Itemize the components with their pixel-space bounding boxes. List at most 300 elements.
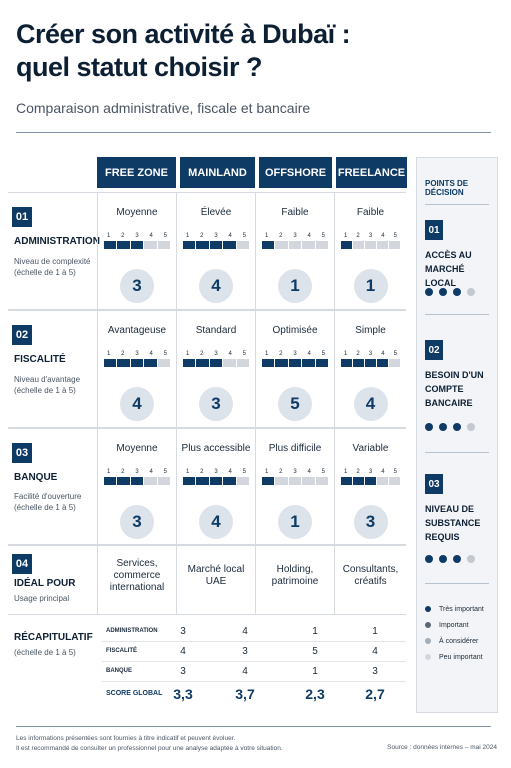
column-header-mainland: MAINLAND: [180, 157, 255, 188]
recap-global-row: [102, 682, 406, 706]
cell-label: Avantageuse: [107, 325, 167, 336]
rating-segment: [237, 241, 249, 249]
cell-label: Moyenne: [116, 207, 158, 218]
cell-offshore: [255, 546, 334, 614]
scale-tick-label: 2: [279, 233, 283, 239]
scale-tick-label: 3: [368, 469, 373, 475]
rating-scale: [341, 233, 400, 249]
recap-value: 3: [372, 666, 378, 677]
scale-tick-label: 4: [307, 351, 311, 357]
scale-tick-label: 1: [107, 233, 111, 239]
score-circle: 1: [278, 505, 312, 539]
title-line-2: quel statut choisir ?: [16, 52, 263, 82]
scale-tick-label: 3: [293, 233, 297, 239]
cell-freelance: [334, 429, 406, 544]
row-label-fiscalite: [8, 311, 92, 427]
cell-mainland: [176, 193, 255, 309]
rating-segment: [316, 359, 328, 367]
title-line-1: Créer son activité à Dubaï :: [16, 19, 351, 49]
rating-segment: [389, 359, 400, 367]
column-header-offshore: OFFSHORE: [259, 157, 332, 188]
rating-scale: [262, 351, 328, 367]
importance-dot-icon: [453, 288, 461, 296]
scale-tick-label: 4: [381, 351, 385, 357]
rating-segment: [341, 359, 352, 367]
legend-item: [425, 617, 484, 633]
scale-tick-label: 2: [356, 233, 360, 239]
recap-value: 4: [242, 626, 248, 637]
scale-tick-label: 5: [393, 469, 397, 475]
recap-row-name: BANQUE: [106, 668, 133, 674]
column-header-free-zone: FREE ZONE: [97, 157, 176, 188]
footnote-line-1: Les informations présentées sont fournies à titre indicatif et peuvent évoluer.: [16, 735, 236, 742]
rating-segment: [196, 241, 208, 249]
cell-offshore: [255, 193, 334, 309]
decision-number: 01: [425, 220, 443, 240]
scale-tick-label: 4: [149, 469, 153, 475]
page-subtitle: Comparaison administrative, fiscale et bancaire: [16, 100, 311, 116]
cell-freelance: [334, 546, 406, 614]
importance-dot-icon: [439, 423, 447, 431]
rating-segment: [183, 477, 195, 485]
rating-bar: [104, 241, 170, 249]
rating-scale: [183, 351, 249, 367]
rating-segment: [223, 241, 235, 249]
scale-tick-label: 2: [200, 233, 204, 239]
scale-tick-label: 3: [293, 351, 297, 357]
legend-dot-icon: [425, 654, 431, 660]
scale-tick-label: 5: [393, 351, 397, 357]
importance-dots: [425, 288, 475, 296]
scale-tick-label: 2: [279, 351, 283, 357]
rating-scale: [104, 469, 170, 485]
importance-dot-icon: [439, 288, 447, 296]
importance-dots: [425, 423, 475, 431]
global-score: 2,7: [365, 686, 385, 702]
footer-divider: [16, 726, 491, 727]
cell-offshore: [255, 311, 334, 427]
legend-label: Important: [439, 621, 469, 629]
scale-ticks: [104, 469, 170, 475]
recap-title: RÉCAPITULATIF: [14, 632, 93, 643]
rating-bar: [183, 477, 249, 485]
panel-divider: [425, 583, 489, 584]
rating-segment: [158, 359, 170, 367]
rating-segment: [144, 359, 156, 367]
row-description: Niveau de complexité (échelle de 1 à 5): [14, 257, 91, 277]
scale-tick-label: 5: [321, 233, 325, 239]
rating-segment: [196, 359, 208, 367]
recap-value: 3: [180, 626, 186, 637]
scale-tick-label: 2: [356, 469, 360, 475]
scale-tick-label: 3: [135, 351, 139, 357]
scale-tick-label: 5: [321, 469, 325, 475]
score-circle: 4: [120, 387, 154, 421]
row-number: 01: [12, 207, 32, 227]
importance-dot-icon: [467, 555, 475, 563]
cell-mainland: [176, 429, 255, 544]
cell-label: Plus difficile: [268, 443, 322, 454]
rating-segment: [289, 241, 301, 249]
score-circle: 4: [199, 505, 233, 539]
rating-segment: [158, 241, 170, 249]
scale-tick-label: 1: [107, 351, 111, 357]
scale-tick-label: 4: [149, 233, 153, 239]
scale-tick-label: 3: [214, 469, 218, 475]
rating-segment: [302, 477, 314, 485]
row-title: ADMINISTRATION: [14, 236, 100, 247]
footnote-line-2: Il est recommandé de consulter un professionnel pour une analyse adaptée à votre situation.: [16, 745, 283, 752]
rating-segment: [389, 241, 400, 249]
scale-tick-label: 3: [135, 469, 139, 475]
rating-segment: [196, 477, 208, 485]
scale-tick-label: 5: [242, 233, 246, 239]
recap-value: 1: [312, 626, 318, 637]
scale-tick-label: 4: [228, 233, 232, 239]
cell-label: Faible: [356, 207, 385, 218]
recap-table: [102, 622, 406, 706]
rating-segment: [377, 359, 388, 367]
rating-segment: [144, 477, 156, 485]
cell-free-zone: [97, 193, 176, 309]
recap-row-name: ADMINISTRATION: [106, 628, 158, 634]
cell-label: Optimisée: [272, 325, 318, 336]
panel-divider: [425, 314, 489, 315]
rating-scale: [262, 233, 328, 249]
rating-segment: [365, 241, 376, 249]
cell-label: Standard: [195, 325, 237, 336]
scale-ticks: [183, 351, 249, 357]
row-title: IDÉAL POUR: [14, 578, 76, 589]
rating-segment: [302, 241, 314, 249]
decision-text: BESOIN D'UN COMPTE BANCAIRE: [425, 370, 484, 408]
panel-divider: [425, 204, 489, 205]
importance-legend: [425, 601, 484, 665]
rating-bar: [262, 359, 328, 367]
rating-segment: [262, 241, 274, 249]
rating-segment: [104, 241, 116, 249]
score-circle: 4: [354, 387, 388, 421]
scale-ticks: [262, 469, 328, 475]
row-label-ideal: [8, 546, 92, 614]
legend-dot-icon: [425, 638, 431, 644]
scale-tick-label: 4: [381, 469, 385, 475]
decision-points-panel: [416, 157, 498, 713]
scale-tick-label: 3: [293, 469, 297, 475]
score-circle: 3: [120, 269, 154, 303]
row-fiscalite: [8, 310, 406, 428]
recap-value: 1: [312, 666, 318, 677]
scale-tick-label: 1: [186, 351, 190, 357]
scale-ticks: [104, 233, 170, 239]
rating-scale: [341, 469, 400, 485]
scale-tick-label: 2: [200, 351, 204, 357]
rating-segment: [210, 359, 222, 367]
global-score: 3,3: [173, 686, 193, 702]
cell-label: Faible: [281, 207, 309, 218]
rating-scale: [341, 351, 400, 367]
rating-bar: [262, 241, 328, 249]
score-circle: 3: [199, 387, 233, 421]
cell-free-zone: [97, 429, 176, 544]
scale-tick-label: 2: [121, 233, 125, 239]
rating-segment: [117, 477, 129, 485]
row-description: Usage principal: [14, 594, 70, 603]
row-title: BANQUE: [14, 472, 58, 483]
importance-dot-icon: [467, 423, 475, 431]
importance-dot-icon: [439, 555, 447, 563]
rating-segment: [316, 477, 328, 485]
scale-tick-label: 5: [242, 351, 246, 357]
scale-tick-label: 3: [368, 351, 373, 357]
rating-segment: [183, 359, 195, 367]
ideal-text: Consultants, créatifs: [342, 564, 399, 587]
comparison-grid: [8, 192, 406, 712]
scale-tick-label: 5: [163, 469, 167, 475]
recap-value: 4: [242, 666, 248, 677]
rating-bar: [341, 359, 400, 367]
ideal-text: Services, commerce international: [109, 558, 165, 593]
column-header-freelance: FREELANCE: [336, 157, 407, 188]
rating-segment: [262, 477, 274, 485]
rating-segment: [104, 477, 116, 485]
row-title: FISCALITÉ: [14, 354, 66, 365]
rating-segment: [316, 241, 328, 249]
rating-segment: [289, 359, 301, 367]
score-circle: 1: [354, 269, 388, 303]
rating-segment: [144, 241, 156, 249]
scale-tick-label: 5: [321, 351, 325, 357]
row-banque: [8, 428, 406, 545]
rating-segment: [131, 359, 143, 367]
ideal-text: Marché local UAE: [187, 564, 245, 587]
rating-segment: [377, 241, 388, 249]
rating-scale: [262, 469, 328, 485]
cell-offshore: [255, 429, 334, 544]
rating-segment: [353, 241, 364, 249]
global-score: 3,7: [235, 686, 255, 702]
row-label-banque: [8, 429, 92, 544]
importance-dot-icon: [425, 288, 433, 296]
score-circle: 4: [199, 269, 233, 303]
cell-freelance: [334, 311, 406, 427]
importance-dot-icon: [453, 423, 461, 431]
page-title: [16, 18, 496, 84]
panel-divider: [425, 452, 489, 453]
scale-tick-label: 2: [356, 351, 360, 357]
rating-segment: [341, 477, 352, 485]
scale-ticks: [183, 233, 249, 239]
importance-dot-icon: [467, 288, 475, 296]
score-circle: 1: [278, 269, 312, 303]
scale-tick-label: 1: [344, 351, 348, 357]
scale-tick-label: 1: [186, 233, 190, 239]
cell-label: Simple: [355, 325, 386, 336]
recap-value: 1: [372, 626, 378, 637]
decision-text: ACCÈS AU MARCHÉ LOCAL: [425, 250, 472, 288]
recap-row: [102, 642, 406, 662]
row-number: 02: [12, 325, 32, 345]
recap-value: 3: [242, 646, 248, 657]
row-number: 04: [12, 554, 32, 574]
rating-segment: [365, 359, 376, 367]
cell-label: Moyenne: [116, 443, 158, 454]
rating-segment: [275, 241, 287, 249]
scale-tick-label: 4: [149, 351, 153, 357]
importance-dot-icon: [453, 555, 461, 563]
row-label-administration: [8, 193, 100, 309]
cell-mainland: [176, 311, 255, 427]
rating-segment: [104, 359, 116, 367]
scale-tick-label: 3: [135, 233, 139, 239]
rating-segment: [131, 241, 143, 249]
scale-tick-label: 1: [344, 233, 348, 239]
cell-label: Plus accessible: [181, 443, 251, 454]
rating-segment: [353, 359, 364, 367]
cell-freelance: [334, 193, 406, 309]
rating-segment: [289, 477, 301, 485]
score-circle: 3: [354, 505, 388, 539]
rating-segment: [210, 477, 222, 485]
recap-value: 4: [372, 646, 378, 657]
rating-segment: [131, 477, 143, 485]
scale-tick-label: 5: [242, 469, 246, 475]
rating-segment: [262, 359, 274, 367]
rating-bar: [341, 241, 400, 249]
score-circle: 5: [278, 387, 312, 421]
scale-tick-label: 4: [228, 351, 232, 357]
rating-segment: [223, 477, 235, 485]
recap-global-name: SCORE GLOBAL: [106, 690, 163, 697]
rating-bar: [262, 477, 328, 485]
scale-tick-label: 5: [393, 233, 397, 239]
legend-label: À considérer: [439, 637, 479, 645]
legend-dot-icon: [425, 622, 431, 628]
importance-dot-icon: [425, 555, 433, 563]
cell-free-zone: [97, 546, 176, 614]
scale-ticks: [341, 351, 400, 357]
recap-value: 5: [312, 646, 318, 657]
cell-free-zone: [97, 311, 176, 427]
rating-segment: [117, 241, 129, 249]
decision-number: 02: [425, 340, 443, 360]
rating-scale: [183, 233, 249, 249]
scale-tick-label: 1: [265, 351, 269, 357]
scale-tick-label: 2: [200, 469, 204, 475]
row-administration: [8, 192, 406, 310]
rating-segment: [341, 241, 352, 249]
legend-item: [425, 633, 484, 649]
rating-bar: [183, 241, 249, 249]
scale-ticks: [262, 233, 328, 239]
scale-tick-label: 1: [186, 469, 190, 475]
rating-segment: [377, 477, 388, 485]
scale-tick-label: 4: [307, 233, 311, 239]
panel-title: POINTS DE DÉCISION: [425, 179, 469, 197]
global-score: 2,3: [305, 686, 325, 702]
rating-segment: [117, 359, 129, 367]
decision-number: 03: [425, 474, 443, 494]
scale-tick-label: 4: [307, 469, 311, 475]
scale-tick-label: 1: [344, 469, 348, 475]
scale-ticks: [183, 469, 249, 475]
recap-value: 4: [180, 646, 186, 657]
legend-label: Très important: [439, 605, 484, 613]
cell-label: Élevée: [200, 207, 232, 218]
rating-segment: [389, 477, 400, 485]
scale-tick-label: 1: [107, 469, 111, 475]
score-circle: 3: [120, 505, 154, 539]
rating-scale: [104, 351, 170, 367]
footnote: [16, 734, 283, 754]
row-number: 03: [12, 443, 32, 463]
rating-segment: [223, 359, 235, 367]
ideal-text: Holding, patrimoine: [271, 564, 319, 587]
cell-label: Variable: [352, 443, 389, 454]
header-divider: [16, 132, 491, 133]
scale-tick-label: 5: [163, 351, 167, 357]
legend-dot-icon: [425, 606, 431, 612]
source-note: Source : données internes – mai 2024: [387, 744, 497, 751]
legend-label: Peu important: [439, 653, 483, 661]
legend-item: [425, 649, 484, 665]
scale-tick-label: 3: [214, 351, 218, 357]
scale-ticks: [341, 233, 400, 239]
rating-segment: [158, 477, 170, 485]
row-description: Facilité d'ouverture (échelle de 1 à 5): [14, 492, 82, 512]
rating-segment: [275, 477, 287, 485]
legend-item: [425, 601, 484, 617]
rating-segment: [183, 241, 195, 249]
recap-row: [102, 622, 406, 642]
scale-ticks: [104, 351, 170, 357]
rating-scale: [104, 233, 170, 249]
scale-ticks: [262, 351, 328, 357]
rating-bar: [104, 477, 170, 485]
rating-segment: [302, 359, 314, 367]
rating-segment: [353, 477, 364, 485]
scale-tick-label: 4: [228, 469, 232, 475]
rating-bar: [183, 359, 249, 367]
recap-description: (échelle de 1 à 5): [14, 648, 76, 657]
scale-tick-label: 5: [163, 233, 167, 239]
importance-dots: [425, 555, 475, 563]
recap-row-name: FISCALITÉ: [106, 648, 137, 654]
rating-segment: [237, 359, 249, 367]
scale-ticks: [341, 469, 400, 475]
rating-bar: [104, 359, 170, 367]
scale-tick-label: 2: [279, 469, 283, 475]
rating-segment: [275, 359, 287, 367]
cell-mainland: [176, 546, 255, 614]
recap-row: [102, 662, 406, 682]
scale-tick-label: 1: [265, 469, 269, 475]
rating-segment: [210, 241, 222, 249]
importance-dot-icon: [425, 423, 433, 431]
scale-tick-label: 1: [265, 233, 269, 239]
row-ideal-pour: [8, 545, 406, 615]
scale-tick-label: 3: [368, 233, 373, 239]
rating-segment: [365, 477, 376, 485]
scale-tick-label: 2: [121, 351, 125, 357]
scale-tick-label: 4: [381, 233, 385, 239]
scale-tick-label: 3: [214, 233, 218, 239]
rating-bar: [341, 477, 400, 485]
rating-scale: [183, 469, 249, 485]
row-description: Niveau d'avantage (échelle de 1 à 5): [14, 375, 81, 395]
recap-value: 3: [180, 666, 186, 677]
scale-tick-label: 2: [121, 469, 125, 475]
